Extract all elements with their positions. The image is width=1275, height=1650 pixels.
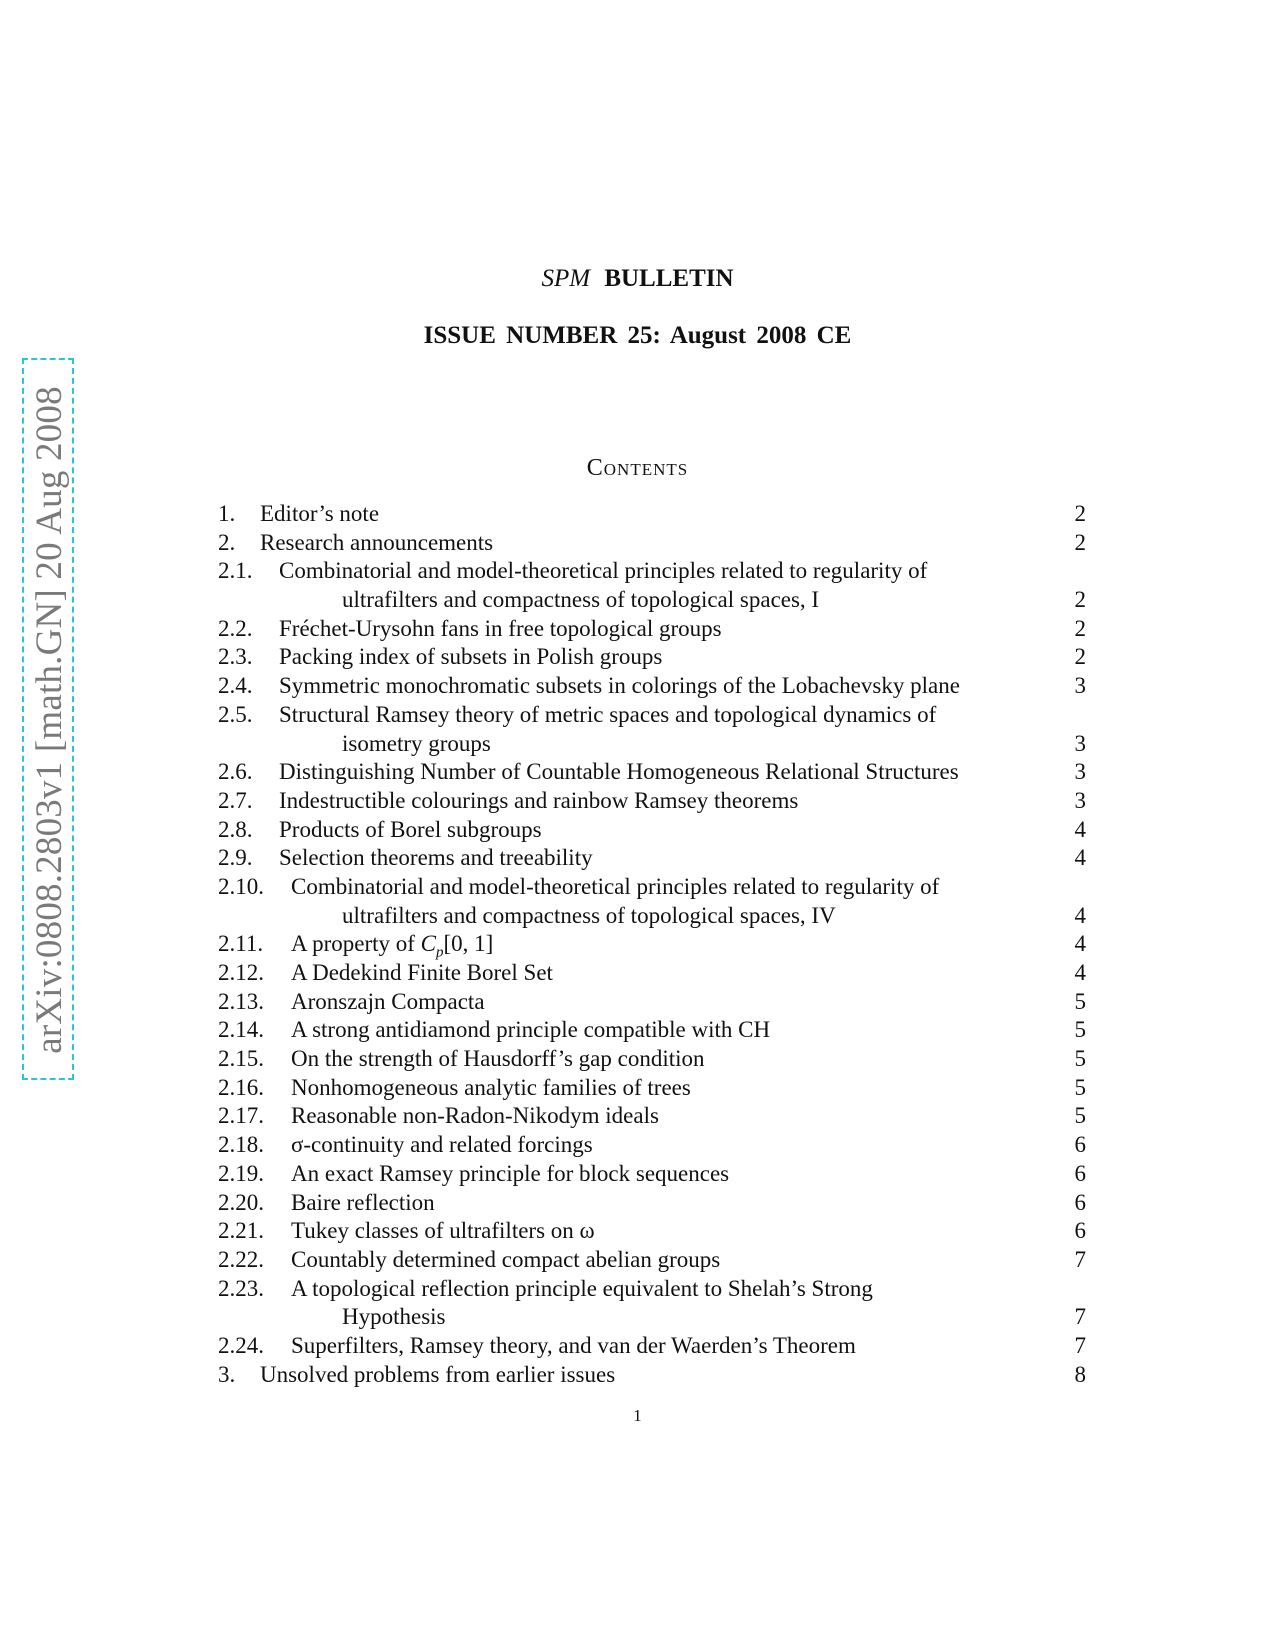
toc-entry[interactable] xyxy=(218,873,1086,902)
toc-title: On the strength of Hausdorff’s gap condition xyxy=(291,1046,705,1072)
toc-page: 4 xyxy=(1074,816,1086,842)
toc-title: Aronszajn Compacta xyxy=(291,988,485,1014)
toc-number: 3. xyxy=(218,1361,236,1387)
toc-entry[interactable] xyxy=(218,500,1086,529)
toc-entry[interactable] xyxy=(218,1217,1086,1246)
toc-number: 2.17. xyxy=(218,1103,264,1129)
toc-number: 2.9. xyxy=(218,845,253,871)
toc-number: 2.1. xyxy=(218,558,253,584)
toc-title: Symmetric monochromatic subsets in colorings of the Lobachevsky plane xyxy=(279,673,960,699)
math-expression: $C_p[0$, 1] xyxy=(420,931,494,961)
toc-number: 2.16. xyxy=(218,1074,264,1100)
journal-word: BULLETIN xyxy=(604,265,734,292)
toc-page: 2 xyxy=(1074,615,1086,641)
toc-entry-continuation xyxy=(218,1303,1086,1332)
toc-title: Superfilters, Ramsey theory, and van der Waerden’s Theorem xyxy=(291,1332,856,1358)
toc-page: 2 xyxy=(1074,529,1086,555)
toc-title-continuation: ultrafilters and compactness of topological spaces, IV xyxy=(342,902,836,928)
toc-number: 2.3. xyxy=(218,644,253,670)
toc-entry[interactable] xyxy=(218,816,1086,845)
toc-number: 2.24. xyxy=(218,1332,264,1358)
toc-entry[interactable] xyxy=(218,1016,1086,1045)
toc-number: 2.11. xyxy=(218,931,264,957)
toc-number: 2.22. xyxy=(218,1246,264,1272)
toc-page: 6 xyxy=(1074,1160,1086,1186)
toc-title: Tukey classes of ultrafilters on ω xyxy=(291,1218,595,1244)
toc-entry[interactable] xyxy=(218,1361,1086,1390)
toc-number: 2.19. xyxy=(218,1160,264,1186)
toc-number: 2.18. xyxy=(218,1132,264,1158)
toc-page: 3 xyxy=(1074,787,1086,813)
journal-title xyxy=(0,265,1275,293)
toc-title: Editor’s note xyxy=(260,501,380,526)
toc-title: Products of Borel subgroups xyxy=(279,816,542,842)
toc-title: Countably determined compact abelian groups xyxy=(291,1246,721,1272)
toc-page: 5 xyxy=(1074,1017,1086,1043)
toc-entry[interactable] xyxy=(218,1275,1086,1304)
toc-number: 2.10. xyxy=(218,873,264,899)
toc-title: Selection theorems and treeability xyxy=(279,845,593,871)
toc-entry[interactable] xyxy=(218,672,1086,701)
toc-page: 5 xyxy=(1074,988,1086,1014)
toc-page: 4 xyxy=(1074,902,1086,928)
contents-heading: Contents xyxy=(586,455,689,481)
toc-title: Unsolved problems from earlier issues xyxy=(260,1361,616,1387)
toc-entry-continuation xyxy=(218,586,1086,615)
toc-number: 2.8. xyxy=(218,816,253,842)
toc-title: Reasonable non-Radon-Nikodym ideals xyxy=(291,1103,659,1129)
toc-entry[interactable] xyxy=(218,1131,1086,1160)
toc-number: 2.2. xyxy=(218,615,253,641)
toc-entry[interactable] xyxy=(218,557,1086,586)
toc-number: 2.20. xyxy=(218,1189,264,1215)
toc-title: Combinatorial and model-theoretical principles related to regularity of xyxy=(279,558,928,584)
toc-title: Distinguishing Number of Countable Homogeneous Relational Structures xyxy=(279,759,959,785)
toc-entry[interactable] xyxy=(218,959,1086,988)
toc-title: A Dedekind Finite Borel Set xyxy=(291,960,553,985)
toc-title: Packing index of subsets in Polish groups xyxy=(279,644,663,670)
toc-page: 2 xyxy=(1074,587,1086,613)
toc-title: A property of $C_p[0$, 1] xyxy=(291,931,494,961)
toc-page: 5 xyxy=(1074,1046,1086,1072)
issue-title: ISSUE NUMBER 25: August 2008 CE xyxy=(423,322,852,349)
toc-number: 2.12. xyxy=(218,960,264,985)
toc-page: 3 xyxy=(1074,673,1086,699)
toc-page: 3 xyxy=(1074,759,1086,785)
toc-page: 3 xyxy=(1074,730,1086,756)
toc-title: A topological reflection principle equivalent to Shelah’s Strong xyxy=(291,1275,873,1301)
toc-entry-continuation xyxy=(218,902,1086,931)
toc-title: A strong antidiamond principle compatible with CH xyxy=(291,1017,771,1043)
journal-logo: SPM xyxy=(541,265,591,292)
toc-entry[interactable] xyxy=(218,615,1086,644)
toc-entry[interactable] xyxy=(218,1160,1086,1189)
toc-page: 6 xyxy=(1074,1132,1086,1158)
toc-title: Combinatorial and model-theoretical principles related to regularity of xyxy=(291,873,940,899)
toc-entry[interactable] xyxy=(218,529,1086,558)
toc-page: 7 xyxy=(1074,1304,1086,1330)
toc-page: 5 xyxy=(1074,1103,1086,1129)
toc-entry[interactable] xyxy=(218,643,1086,672)
toc-page: 7 xyxy=(1074,1332,1086,1358)
toc-number: 2.14. xyxy=(218,1017,264,1043)
arxiv-identifier: arXiv:0808.2803v1 [math.GN] 20 Aug 2008 xyxy=(29,386,70,1054)
table-of-contents xyxy=(218,500,1086,1389)
toc-entry[interactable] xyxy=(218,701,1086,730)
toc-entry[interactable] xyxy=(218,930,1086,959)
toc-entry[interactable] xyxy=(218,1045,1086,1074)
toc-page: 4 xyxy=(1074,931,1086,957)
toc-title: Nonhomogeneous analytic families of trees xyxy=(291,1074,691,1100)
toc-entry[interactable] xyxy=(218,844,1086,873)
toc-number: 2.23. xyxy=(218,1275,264,1301)
toc-entry[interactable] xyxy=(218,787,1086,816)
toc-entry[interactable] xyxy=(218,988,1086,1017)
toc-title: Baire reflection xyxy=(291,1189,435,1215)
toc-number: 2.15. xyxy=(218,1046,264,1072)
toc-title: σ-continuity and related forcings xyxy=(291,1132,593,1158)
toc-title: An exact Ramsey principle for block sequences xyxy=(291,1160,730,1186)
toc-number: 2. xyxy=(218,529,236,555)
toc-entry[interactable] xyxy=(218,1102,1086,1131)
toc-entry[interactable] xyxy=(218,1246,1086,1275)
page-number: 1 xyxy=(633,1406,642,1425)
toc-title: Fréchet-Urysohn fans in free topological groups xyxy=(279,615,722,641)
toc-page: 7 xyxy=(1074,1246,1086,1272)
toc-page: 6 xyxy=(1074,1218,1086,1244)
toc-title-continuation: Hypothesis xyxy=(342,1304,446,1330)
toc-page: 5 xyxy=(1074,1074,1086,1100)
toc-entry[interactable] xyxy=(218,1332,1086,1361)
toc-entry[interactable] xyxy=(218,1074,1086,1103)
toc-entry[interactable] xyxy=(218,1189,1086,1218)
toc-number: 2.21. xyxy=(218,1218,264,1244)
toc-title-continuation: ultrafilters and compactness of topological spaces, I xyxy=(342,587,820,613)
toc-number: 2.7. xyxy=(218,787,253,813)
toc-title: Indestructible colourings and rainbow Ramsey theorems xyxy=(279,787,799,813)
toc-page: 4 xyxy=(1074,845,1086,871)
toc-title: Structural Ramsey theory of metric spaces and topological dynamics of xyxy=(279,701,937,727)
toc-page: 8 xyxy=(1074,1361,1086,1387)
toc-entry-continuation xyxy=(218,730,1086,759)
toc-entry[interactable] xyxy=(218,758,1086,787)
toc-page: 4 xyxy=(1074,960,1086,985)
toc-number: 2.13. xyxy=(218,988,264,1014)
toc-number: 1. xyxy=(218,501,236,526)
toc-number: 2.6. xyxy=(218,759,253,785)
toc-title: Research announcements xyxy=(260,529,494,555)
toc-number: 2.5. xyxy=(218,701,253,727)
toc-title-continuation: isometry groups xyxy=(342,730,491,756)
toc-page: 6 xyxy=(1074,1189,1086,1215)
toc-page: 2 xyxy=(1074,501,1086,526)
toc-page: 2 xyxy=(1074,644,1086,670)
toc-number: 2.4. xyxy=(218,673,253,699)
